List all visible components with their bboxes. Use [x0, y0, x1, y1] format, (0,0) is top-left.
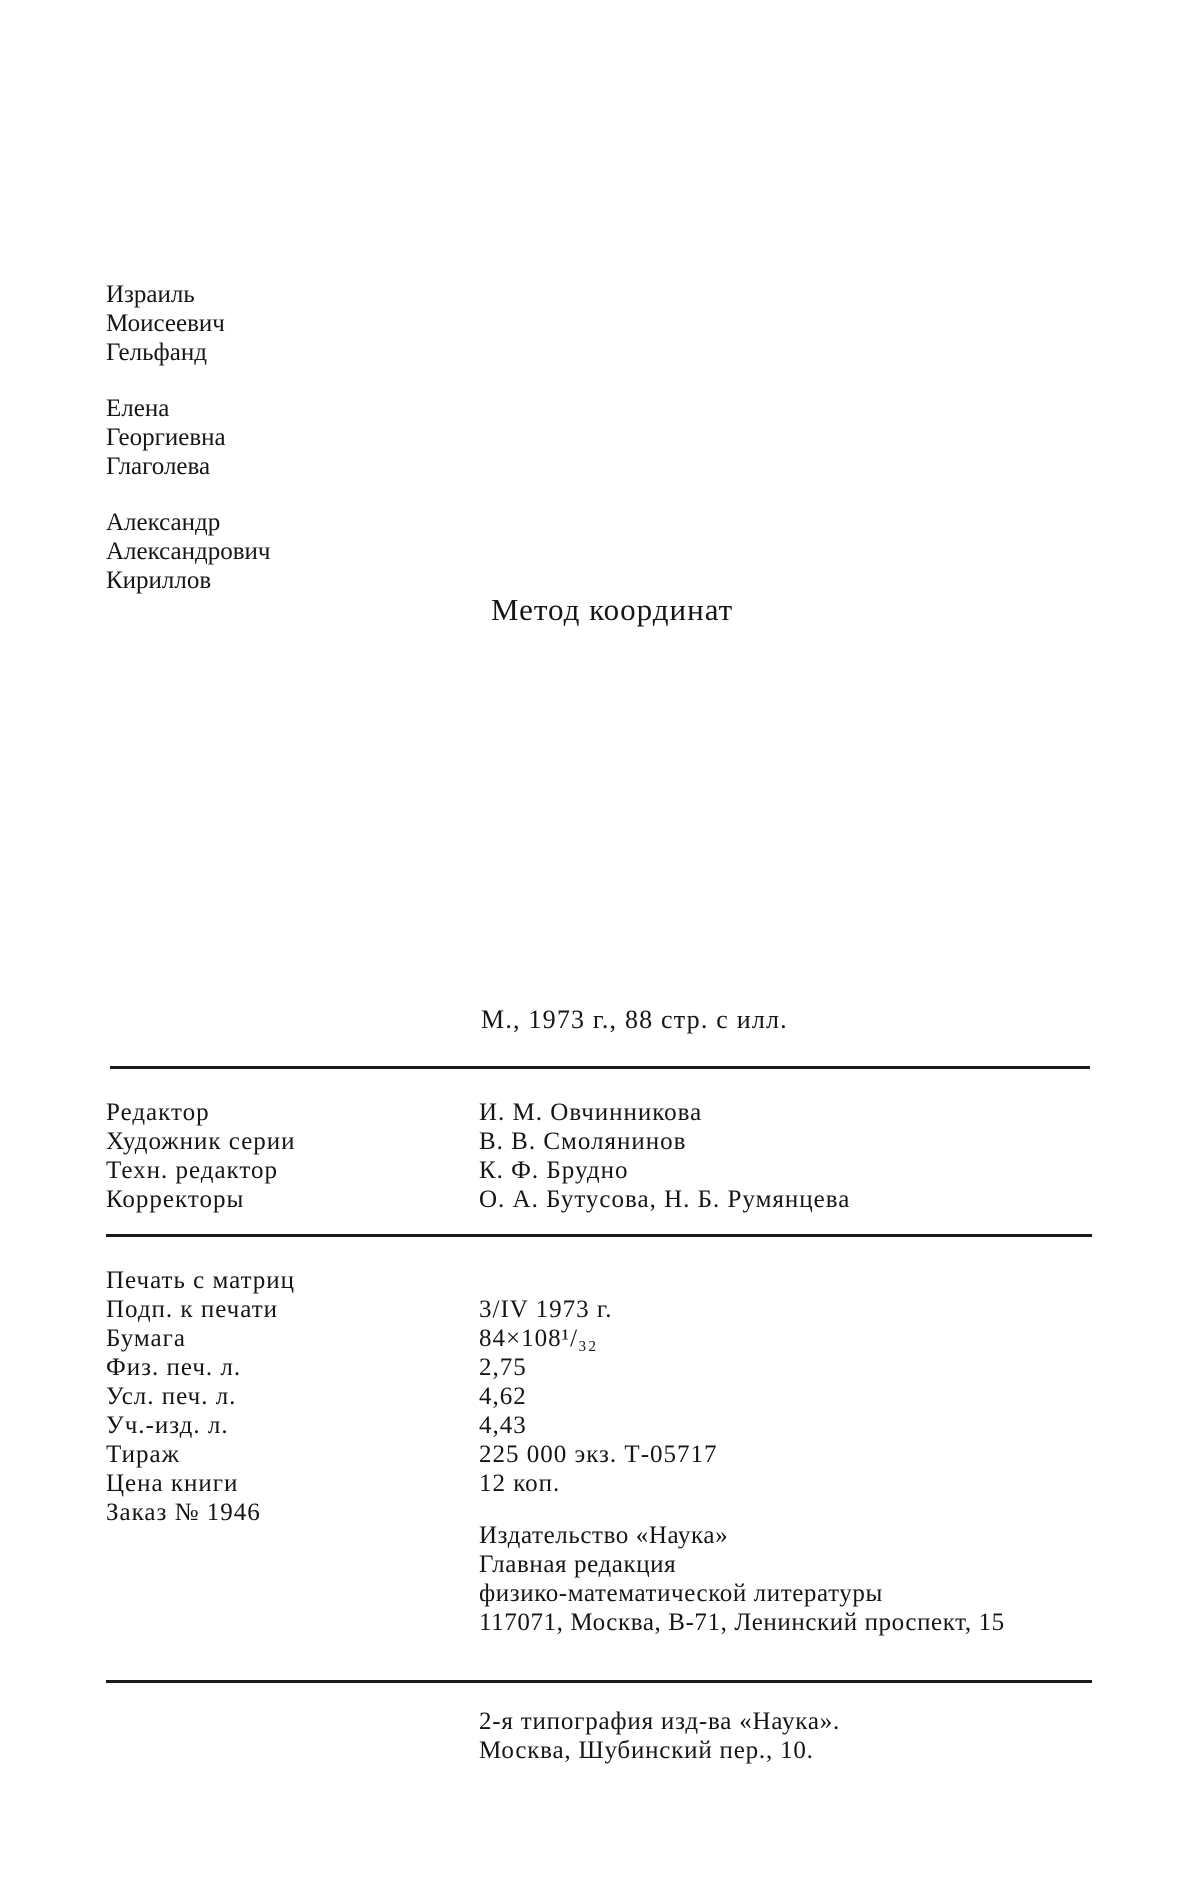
spec-label: Уч.-изд. л. [106, 1411, 229, 1440]
credit-label: Художник серии [106, 1127, 296, 1156]
publisher-block [479, 1521, 1005, 1637]
printer-name: 2-я типография изд-ва «Наука». [479, 1707, 840, 1736]
publication-info: М., 1973 г., 88 стр. с илл. [481, 1005, 788, 1035]
divider-top [110, 1066, 1090, 1069]
credit-value: И. М. Овчинникова [479, 1098, 702, 1127]
publisher-division: Главная редакция [479, 1550, 1005, 1579]
author-patronymic: Моисеевич [106, 309, 271, 338]
spec-label: Усл. печ. л. [106, 1382, 236, 1411]
spec-value: 2,75 [479, 1353, 527, 1382]
credit-label: Техн. редактор [106, 1156, 278, 1185]
spec-value: 3/IV 1973 г. [479, 1295, 613, 1324]
spec-label: Заказ № 1946 [106, 1498, 261, 1527]
spec-label: Бумага [106, 1324, 186, 1353]
spec-value: 225 000 экз. Т-05717 [479, 1440, 718, 1469]
author-patronymic: Александрович [106, 537, 271, 566]
author-first-name: Александр [106, 508, 271, 537]
book-title: Метод координат [491, 592, 733, 628]
author-glagoleva [106, 394, 271, 481]
author-gelfand [106, 280, 271, 367]
printer-address: Москва, Шубинский пер., 10. [479, 1736, 840, 1765]
author-last-name: Глаголева [106, 452, 271, 481]
author-first-name: Елена [106, 394, 271, 423]
spec-value: 4,43 [479, 1411, 527, 1440]
spec-label: Цена книги [106, 1469, 238, 1498]
divider-middle [106, 1234, 1092, 1237]
spec-label: Подп. к печати [106, 1295, 278, 1324]
author-last-name: Кириллов [106, 566, 271, 595]
spec-value: 4,62 [479, 1382, 527, 1411]
spec-value: 84×108¹/₃₂ [479, 1324, 597, 1353]
credit-label: Редактор [106, 1098, 210, 1127]
divider-bottom [106, 1680, 1092, 1683]
author-last-name: Гельфанд [106, 338, 271, 367]
author-first-name: Израиль [106, 280, 271, 309]
spec-label: Печать с матриц [106, 1266, 295, 1295]
author-kirillov [106, 508, 271, 595]
spec-label: Тираж [106, 1440, 180, 1469]
spec-label: Физ. печ. л. [106, 1353, 241, 1382]
publisher-name: Издательство «Наука» [479, 1521, 1005, 1550]
credit-value: В. В. Смолянинов [479, 1127, 686, 1156]
credit-value: К. Ф. Брудно [479, 1156, 628, 1185]
printer-block [479, 1707, 840, 1765]
author-patronymic: Георгиевна [106, 423, 271, 452]
author-list [106, 280, 271, 622]
spec-value: 12 коп. [479, 1469, 560, 1498]
credit-value: О. А. Бутусова, Н. Б. Румянцева [479, 1185, 850, 1214]
publisher-subdivision: физико-математической литературы [479, 1579, 1005, 1608]
credit-label: Корректоры [106, 1185, 244, 1214]
publisher-address: 117071, Москва, В-71, Ленинский проспект, 15 [479, 1608, 1005, 1637]
